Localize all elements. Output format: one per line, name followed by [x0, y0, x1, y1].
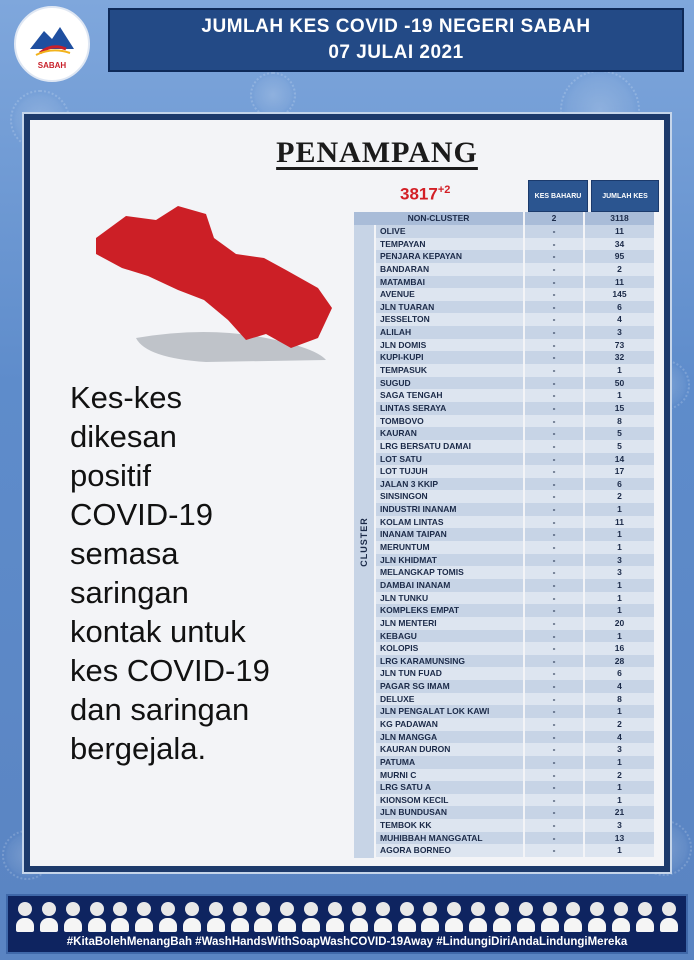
description-text: [70, 378, 350, 768]
row-new: -: [525, 781, 585, 794]
row-name: MATAMBAI: [376, 276, 525, 289]
row-total: 5: [585, 427, 654, 440]
row-name: PENJARA KEPAYAN: [376, 250, 525, 263]
person-icon: [636, 902, 654, 932]
table-row: [376, 554, 660, 567]
row-new: -: [525, 516, 585, 529]
row-new: -: [525, 731, 585, 744]
row-new: -: [525, 490, 585, 503]
row-new: -: [525, 415, 585, 428]
row-new: -: [525, 579, 585, 592]
row-new: -: [525, 554, 585, 567]
row-total: 2: [585, 718, 654, 731]
table-row: [376, 566, 660, 579]
row-total: 13: [585, 832, 654, 845]
row-name: OLIVE: [376, 225, 525, 238]
desc-line: kontak untuk: [70, 614, 246, 649]
noncluster-row: [354, 212, 660, 225]
row-name: SUGUD: [376, 377, 525, 390]
table-row: [376, 642, 660, 655]
row-total: 73: [585, 339, 654, 352]
row-name: JLN TUN FUAD: [376, 667, 525, 680]
row-new: -: [525, 377, 585, 390]
row-name: JLN MANGGA: [376, 731, 525, 744]
table-row: [376, 617, 660, 630]
row-total: 3118: [585, 212, 654, 225]
row-name: DAMBAI INANAM: [376, 579, 525, 592]
row-total: 16: [585, 642, 654, 655]
row-total: 95: [585, 250, 654, 263]
district-name: PENAMPANG: [276, 136, 478, 169]
cluster-rows: [376, 225, 660, 857]
row-new: -: [525, 364, 585, 377]
row-new: -: [525, 743, 585, 756]
logo-text: SABAH: [37, 60, 67, 70]
row-name: AGORA BORNEO: [376, 844, 525, 857]
row-total: 17: [585, 465, 654, 478]
row-total: 2: [585, 490, 654, 503]
row-name: INANAM TAIPAN: [376, 528, 525, 541]
row-total: 2: [585, 263, 654, 276]
table-row: [376, 604, 660, 617]
person-icon: [445, 902, 463, 932]
row-new: -: [525, 769, 585, 782]
row-total: 50: [585, 377, 654, 390]
row-name: JLN MENTERI: [376, 617, 525, 630]
row-new: -: [525, 604, 585, 617]
desc-line: dan saringan: [70, 692, 250, 727]
desc-line: COVID-19: [70, 497, 213, 532]
total-increase: +2: [437, 184, 451, 196]
cases-table: [354, 212, 660, 225]
row-new: -: [525, 832, 585, 845]
row-new: -: [525, 819, 585, 832]
person-icon: [326, 902, 344, 932]
person-icon: [421, 902, 439, 932]
row-total: 1: [585, 604, 654, 617]
row-new: -: [525, 541, 585, 554]
person-icon: [564, 902, 582, 932]
row-name: TEMPASUK: [376, 364, 525, 377]
table-row: [376, 440, 660, 453]
table-row: [376, 478, 660, 491]
table-row: [376, 592, 660, 605]
person-icon: [88, 902, 106, 932]
row-total: 3: [585, 819, 654, 832]
row-new: -: [525, 794, 585, 807]
sabah-logo: [14, 6, 90, 82]
row-new: -: [525, 339, 585, 352]
row-new: -: [525, 313, 585, 326]
person-icon: [660, 902, 678, 932]
row-total: 1: [585, 528, 654, 541]
desc-line: positif: [70, 458, 151, 493]
row-name: ALILAH: [376, 326, 525, 339]
title-line-1: JUMLAH KES COVID -19 NEGERI SABAH: [201, 16, 591, 37]
row-total: 1: [585, 389, 654, 402]
row-name: JLN TUARAN: [376, 301, 525, 314]
row-total: 8: [585, 693, 654, 706]
desc-line: dikesan: [70, 419, 177, 454]
row-new: -: [525, 718, 585, 731]
row-name: KAURAN DURON: [376, 743, 525, 756]
row-name: KAURAN: [376, 427, 525, 440]
hashtags: #KitaBolehMenangBah #WashHandsWithSoapWashCOVID-19Away #LindungiDiriAndaLindungiMereka: [66, 936, 628, 948]
row-name: JLN TUNKU: [376, 592, 525, 605]
table-row: [376, 377, 660, 390]
person-icon: [64, 902, 82, 932]
row-name: KIONSOM KECIL: [376, 794, 525, 807]
row-new: -: [525, 844, 585, 857]
row-total: 1: [585, 781, 654, 794]
row-name: DELUXE: [376, 693, 525, 706]
row-total: 3: [585, 554, 654, 567]
row-total: 1: [585, 630, 654, 643]
row-name: LINTAS SERAYA: [376, 402, 525, 415]
table-row: [376, 389, 660, 402]
district-map: [86, 198, 336, 368]
row-name: JLN BUNDUSAN: [376, 806, 525, 819]
mountain-logo-icon: [26, 19, 78, 59]
row-new: -: [525, 389, 585, 402]
row-total: 6: [585, 301, 654, 314]
frontliners-illustration: [16, 900, 678, 932]
row-total: 1: [585, 756, 654, 769]
row-total: 1: [585, 844, 654, 857]
row-total: 1: [585, 364, 654, 377]
row-total: 21: [585, 806, 654, 819]
row-name: JLN PENGALAT LOK KAWI: [376, 705, 525, 718]
row-new: -: [525, 705, 585, 718]
col-header-new-cases: KES BAHARU: [528, 180, 588, 212]
row-new: -: [525, 326, 585, 339]
person-icon: [16, 902, 34, 932]
row-new: -: [525, 402, 585, 415]
row-total: 11: [585, 516, 654, 529]
row-new: -: [525, 250, 585, 263]
row-name: KOMPLEKS EMPAT: [376, 604, 525, 617]
row-new: -: [525, 642, 585, 655]
row-name: TOMBOVO: [376, 415, 525, 428]
row-name: KOLOPIS: [376, 642, 525, 655]
row-name: KUPI-KUPI: [376, 351, 525, 364]
col-header-total-cases: JUMLAH KES: [591, 180, 659, 212]
table-row: [376, 718, 660, 731]
person-icon: [612, 902, 630, 932]
row-name: TEMBOK KK: [376, 819, 525, 832]
row-total: 4: [585, 680, 654, 693]
row-name: LOT SATU: [376, 453, 525, 466]
row-new: -: [525, 225, 585, 238]
desc-line: kes COVID-19: [70, 653, 270, 688]
person-icon: [469, 902, 487, 932]
row-new: -: [525, 301, 585, 314]
table-row: [376, 238, 660, 251]
row-new: -: [525, 693, 585, 706]
person-icon: [398, 902, 416, 932]
row-new: -: [525, 592, 585, 605]
table-row: [376, 832, 660, 845]
row-new: -: [525, 655, 585, 668]
person-icon: [207, 902, 225, 932]
row-name: MURNI C: [376, 769, 525, 782]
row-total: 15: [585, 402, 654, 415]
row-total: 11: [585, 225, 654, 238]
cluster-column: [354, 225, 376, 858]
table-row: [376, 326, 660, 339]
row-new: -: [525, 667, 585, 680]
row-total: 1: [585, 541, 654, 554]
row-name: PAGAR SG IMAM: [376, 680, 525, 693]
row-total: 11: [585, 276, 654, 289]
row-total: 1: [585, 503, 654, 516]
person-icon: [135, 902, 153, 932]
table-row: [376, 301, 660, 314]
table-row: [376, 503, 660, 516]
row-total: 145: [585, 288, 654, 301]
table-row: [376, 655, 660, 668]
row-new: -: [525, 440, 585, 453]
desc-line: semasa: [70, 536, 179, 571]
row-new: -: [525, 427, 585, 440]
row-total: 1: [585, 592, 654, 605]
person-icon: [588, 902, 606, 932]
row-total: 14: [585, 453, 654, 466]
row-name: INDUSTRI INANAM: [376, 503, 525, 516]
table-row: [376, 693, 660, 706]
row-total: 8: [585, 415, 654, 428]
row-new: -: [525, 288, 585, 301]
header-title: [108, 8, 684, 72]
person-icon: [231, 902, 249, 932]
table-row: [376, 263, 660, 276]
table-row: [376, 806, 660, 819]
row-total: 20: [585, 617, 654, 630]
row-new: -: [525, 465, 585, 478]
table-row: [376, 465, 660, 478]
row-new: -: [525, 478, 585, 491]
table-row: [376, 288, 660, 301]
row-name: LRG BERSATU DAMAI: [376, 440, 525, 453]
row-total: 1: [585, 794, 654, 807]
row-new: -: [525, 566, 585, 579]
title-date: 07 JULAI 2021: [328, 42, 464, 63]
row-name: MUHIBBAH MANGGATAL: [376, 832, 525, 845]
row-new: -: [525, 351, 585, 364]
row-name: PATUMA: [376, 756, 525, 769]
row-name: AVENUE: [376, 288, 525, 301]
table-row: [376, 705, 660, 718]
row-name: LRG KARAMUNSING: [376, 655, 525, 668]
row-name: MELANGKAP TOMIS: [376, 566, 525, 579]
row-new: -: [525, 503, 585, 516]
row-new: -: [525, 756, 585, 769]
row-name: KG PADAWAN: [376, 718, 525, 731]
table-row: [376, 427, 660, 440]
person-icon: [40, 902, 58, 932]
table-row: [376, 819, 660, 832]
row-total: 32: [585, 351, 654, 364]
row-name: SINSINGON: [376, 490, 525, 503]
row-new: -: [525, 263, 585, 276]
row-new: 2: [525, 212, 585, 225]
row-name: NON-CLUSTER: [354, 212, 525, 225]
row-new: -: [525, 680, 585, 693]
row-name: JLN KHIDMAT: [376, 554, 525, 567]
table-row: [376, 756, 660, 769]
person-icon: [493, 902, 511, 932]
row-name: KEBAGU: [376, 630, 525, 643]
table-row: [376, 276, 660, 289]
row-total: 1: [585, 579, 654, 592]
row-name: LRG SATU A: [376, 781, 525, 794]
desc-line: bergejala.: [70, 731, 207, 766]
row-name: LOT TUJUH: [376, 465, 525, 478]
table-row: [376, 453, 660, 466]
table-row: [376, 844, 660, 857]
table-row: [376, 667, 660, 680]
table-row: [376, 630, 660, 643]
row-name: JLN DOMIS: [376, 339, 525, 352]
row-name: SAGA TENGAH: [376, 389, 525, 402]
row-new: -: [525, 806, 585, 819]
person-icon: [541, 902, 559, 932]
table-row: [376, 250, 660, 263]
row-name: JALAN 3 KKIP: [376, 478, 525, 491]
person-icon: [374, 902, 392, 932]
panel-content: [30, 120, 664, 866]
row-name: TEMPAYAN: [376, 238, 525, 251]
table-row: [376, 339, 660, 352]
person-icon: [278, 902, 296, 932]
row-name: MERUNTUM: [376, 541, 525, 554]
main-panel: [22, 112, 672, 874]
row-new: -: [525, 276, 585, 289]
table-row: [376, 794, 660, 807]
row-total: 28: [585, 655, 654, 668]
table-row: [376, 364, 660, 377]
footer-banner: [6, 894, 688, 954]
row-total: 1: [585, 705, 654, 718]
row-total: 3: [585, 743, 654, 756]
table-row: [376, 743, 660, 756]
cluster-label: CLUSTER: [359, 516, 369, 567]
row-total: 3: [585, 326, 654, 339]
table-row: [376, 731, 660, 744]
row-total: 2: [585, 769, 654, 782]
penampang-map-icon: [86, 198, 336, 368]
row-total: 6: [585, 667, 654, 680]
table-row: [376, 516, 660, 529]
row-new: -: [525, 528, 585, 541]
table-row: [376, 490, 660, 503]
row-total: 4: [585, 313, 654, 326]
desc-line: saringan: [70, 575, 189, 610]
person-icon: [517, 902, 535, 932]
person-icon: [159, 902, 177, 932]
table-row: [376, 415, 660, 428]
table-row: [376, 769, 660, 782]
row-total: 34: [585, 238, 654, 251]
table-row: [376, 402, 660, 415]
table-row: [376, 579, 660, 592]
row-new: -: [525, 630, 585, 643]
table-row: [376, 781, 660, 794]
row-new: -: [525, 617, 585, 630]
row-total: 6: [585, 478, 654, 491]
total-cases: [400, 184, 484, 205]
table-row: [376, 313, 660, 326]
person-icon: [111, 902, 129, 932]
total-value: 3817: [400, 184, 438, 204]
person-icon: [183, 902, 201, 932]
row-total: 3: [585, 566, 654, 579]
row-total: 5: [585, 440, 654, 453]
row-name: BANDARAN: [376, 263, 525, 276]
table-row: [376, 351, 660, 364]
person-icon: [350, 902, 368, 932]
row-new: -: [525, 238, 585, 251]
desc-line: Kes-kes: [70, 380, 182, 415]
person-icon: [302, 902, 320, 932]
table-row: [376, 225, 660, 238]
row-new: -: [525, 453, 585, 466]
person-icon: [254, 902, 272, 932]
table-row: [376, 541, 660, 554]
table-row: [376, 528, 660, 541]
row-name: KOLAM LINTAS: [376, 516, 525, 529]
row-total: 4: [585, 731, 654, 744]
table-row: [376, 680, 660, 693]
row-name: JESSELTON: [376, 313, 525, 326]
